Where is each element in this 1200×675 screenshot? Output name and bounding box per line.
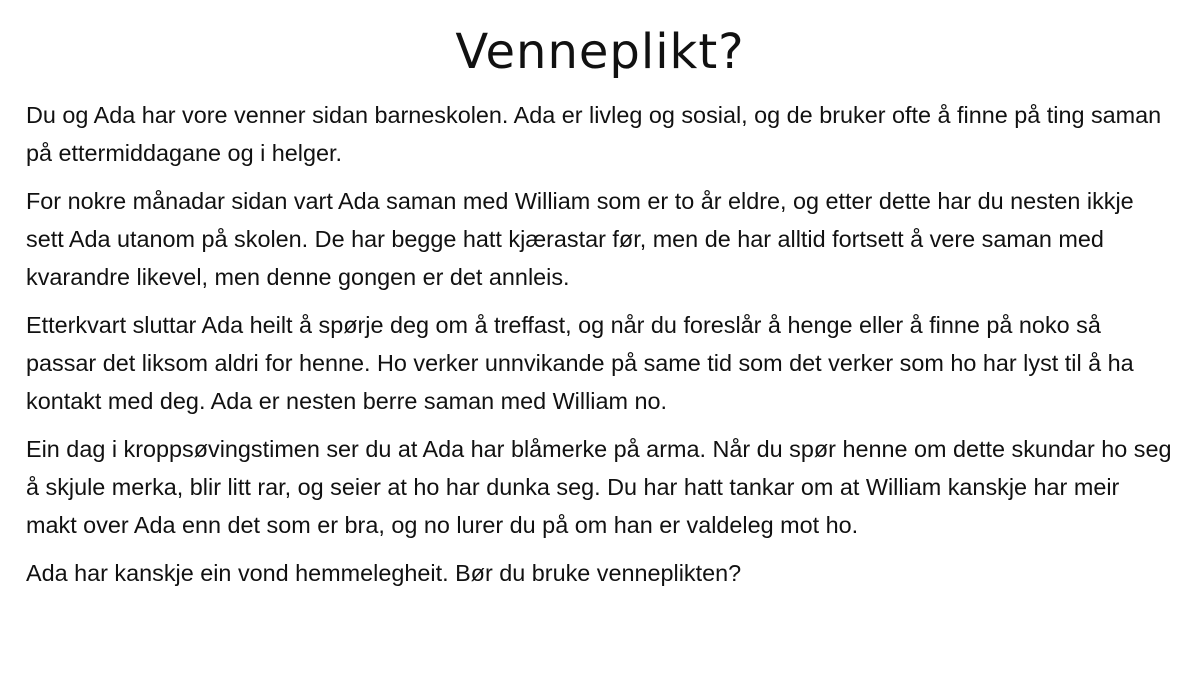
paragraph-bruises: Ein dag i kroppsøvingstimen ser du at Ada har blåmerke på arma. Når du spør henne om dette skundar ho seg å skjule merka, blir litt rar, og seier at ho har dunka seg. Du har hatt tankar om at William kanskje har meir makt over Ada enn det som er bra, og no lurer du på om han er valdeleg mot ho. <box>26 436 1172 538</box>
paragraph-intro: Du og Ada har vore venner sidan barneskolen. Ada er livleg og sosial, og de bruker ofte å finne på ting saman på ettermiddagane og i helger. <box>26 102 1162 166</box>
paragraph-william: For nokre månadar sidan vart Ada saman med William som er to år eldre, og etter dette har du nesten ikkje sett Ada utanom på skolen. De har begge hatt kjærastar før, men de har alltid fortsett å vere saman med kvarandre likevel, men denne gongen er det annleis. <box>26 188 1134 290</box>
paragraph-question: Ada har kanskje ein vond hemmelegheit. Bør du bruke venneplikten? <box>26 560 742 586</box>
slide-body <box>26 96 1176 602</box>
paragraph-avoidance: Etterkvart sluttar Ada heilt å spørje deg om å treffast, og når du foreslår å henge eller å finne på noko så passar det liksom aldri for henne. Ho verker unnvikande på same tid som det verker som ho har lyst til å ha kontakt med deg. Ada er nesten berre saman med William no. <box>26 312 1134 414</box>
slide-title: Venneplikt? <box>455 24 745 80</box>
